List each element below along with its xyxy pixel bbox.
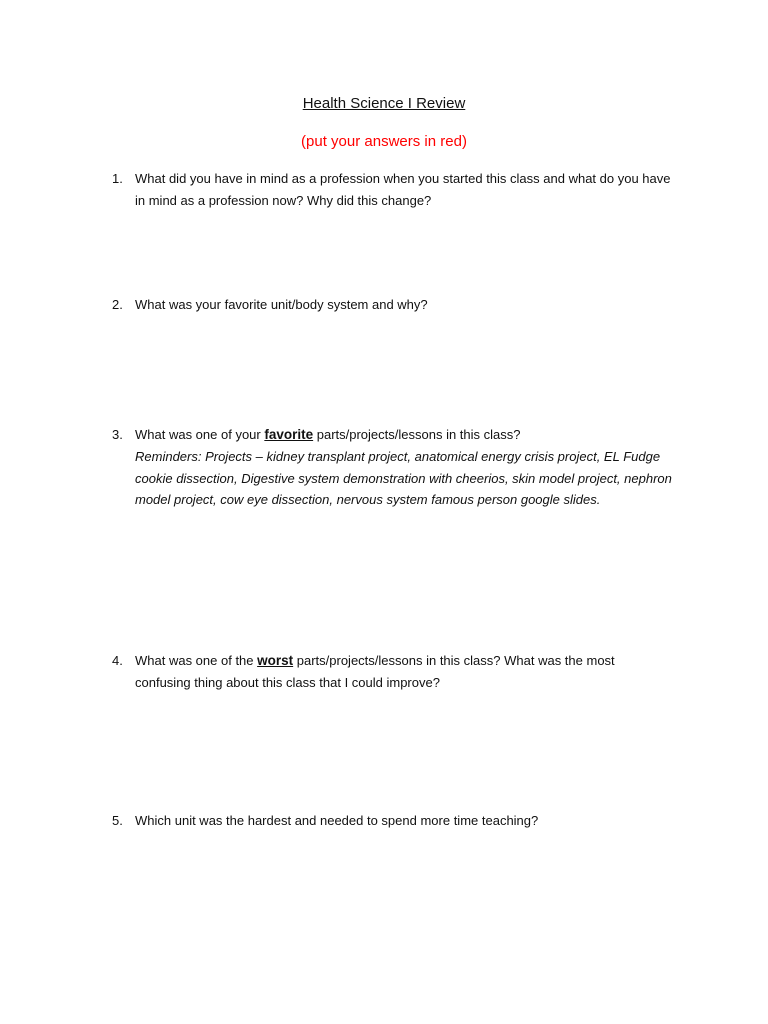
question-reminder: Reminders: Projects – kidney transplant project, anatomical energy crisis project, EL Fudge cookie dissection, Digestive system demonstration with cheerios, skin model project, nephron model project, cow eye dissection, nervous system famous person google slides. [135, 448, 672, 508]
question-number: 3. [112, 427, 123, 442]
question-text-before: What was one of your [135, 427, 265, 442]
document-title: Health Science I Review [302, 95, 466, 112]
document-subtitle: (put your answers in red) [301, 133, 467, 150]
question-number: 4. [112, 653, 123, 668]
question-number: 2. [112, 297, 123, 312]
question-text: Which unit was the hardest and needed to spend more time teaching? [135, 813, 539, 828]
question-body [135, 424, 672, 511]
question-text-after: parts/projects/lessons in this class? [313, 427, 521, 442]
question-emphasis: favorite [264, 427, 314, 442]
question-text-after: parts/projects/lessons in this class? What was the most confusing thing about this class that I could improve? [135, 653, 615, 690]
question-text-before: What was one of the [135, 653, 258, 668]
question-body [135, 650, 672, 694]
question-number: 5. [112, 813, 123, 828]
question-text: What was your favorite unit/body system and why? [135, 297, 428, 312]
question-emphasis: worst [257, 653, 294, 668]
question-text: What did you have in mind as a profession when you started this class and what do you have in mind as a profession now? Why did this change? [135, 171, 671, 208]
question-number: 1. [112, 171, 123, 186]
